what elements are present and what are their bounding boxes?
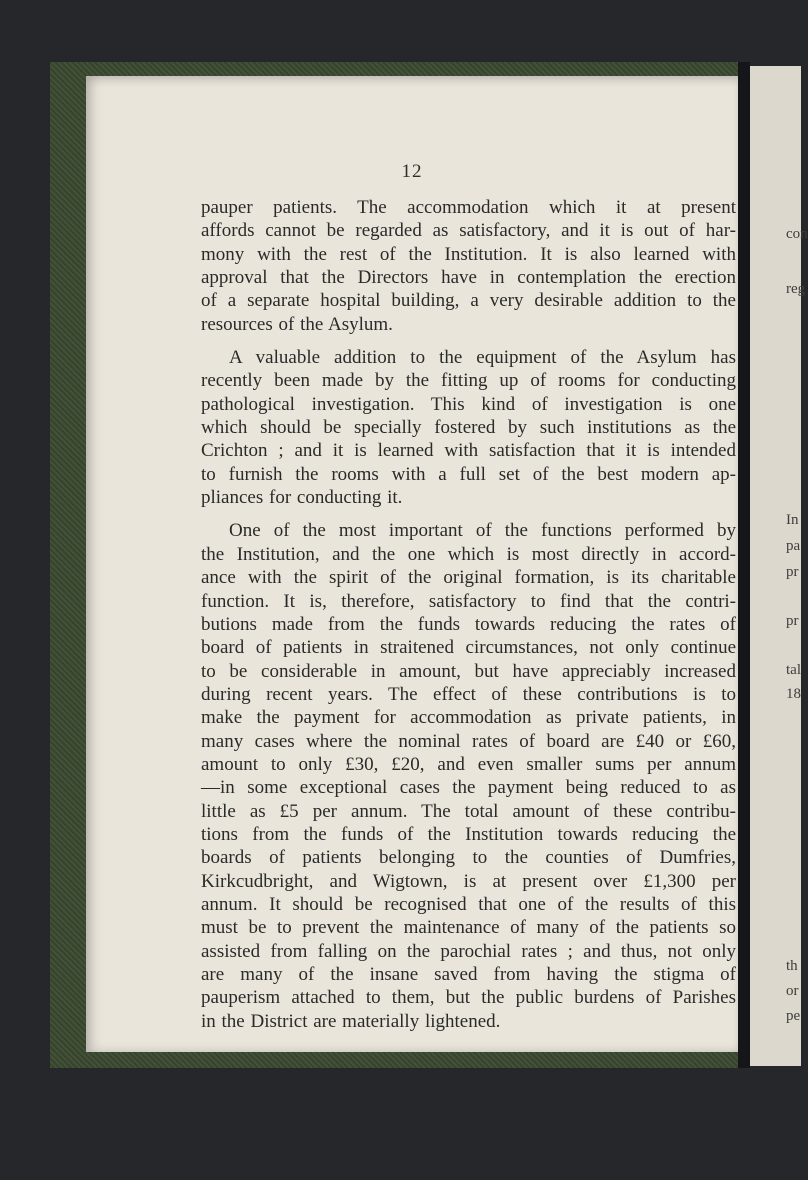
text-line: during recent years. The effect of these contributions is to — [201, 683, 736, 705]
next-page-fragment: reg — [786, 281, 806, 297]
text-line: Crichton ; and it is learned with satisfaction that it is intended — [201, 440, 736, 462]
text-line: —in some exceptional cases the payment being reduced to as — [201, 777, 736, 799]
text-line: amount to only £30, £20, and even smaller sums per annum — [201, 753, 736, 775]
next-page-fragment: or — [786, 983, 799, 999]
text-line: board of patients in straitened circumstances, not only continue — [201, 637, 736, 659]
next-page-fragment: In — [786, 512, 799, 528]
text-line: little as £5 per annum. The total amount of these contribu- — [201, 800, 736, 822]
text-line: assisted from falling on the parochial rates ; and thus, not only — [201, 940, 736, 962]
next-page-fragment: th — [786, 958, 798, 974]
text-line: the Institution, and the one which is most directly in accord- — [201, 543, 736, 565]
text-line: many cases where the nominal rates of board are £40 or £60, — [201, 730, 736, 752]
page-body — [201, 196, 736, 1043]
text-line: recently been made by the fitting up of rooms for conducting — [201, 370, 736, 392]
book-gutter — [738, 62, 750, 1068]
book-page — [86, 76, 738, 1052]
paragraph — [201, 519, 736, 1033]
text-line: ance with the spirit of the original formation, is its charitable — [201, 567, 736, 589]
text-line: to be considerable in amount, but have appreciably increased — [201, 660, 736, 682]
text-line: A valuable addition to the equipment of the Asylum has — [229, 347, 736, 369]
paragraph — [201, 196, 736, 336]
text-line: affords cannot be regarded as satisfactory, and it is out of har- — [201, 220, 736, 242]
text-line: pauperism attached to them, but the public burdens of Parishes — [201, 987, 736, 1009]
text-line: butions made from the funds towards reducing the rates of — [201, 613, 736, 635]
text-line: in the District are materially lightened. — [201, 1010, 501, 1032]
page-number: 12 — [401, 161, 423, 182]
next-page-edge — [750, 66, 808, 1066]
text-line: of a separate hospital building, a very desirable addition to the — [201, 290, 736, 312]
text-line: must be to prevent the maintenance of many of the patients so — [201, 917, 736, 939]
text-line: to furnish the rooms with a full set of the best modern ap- — [201, 463, 736, 485]
text-line: mony with the rest of the Institution. It is also learned with — [201, 243, 736, 265]
text-line: make the payment for accommodation as private patients, in — [201, 707, 736, 729]
next-page-fragment: 18 — [786, 686, 801, 702]
text-line: One of the most important of the functions performed by — [229, 520, 736, 542]
text-line: pliances for conducting it. — [201, 487, 403, 509]
text-line: function. It is, therefore, satisfactory to find that the contri- — [201, 590, 736, 612]
text-line: Kirkcudbright, and Wigtown, is at present over £1,300 per — [201, 870, 736, 892]
text-line: pauper patients. The accommodation which it at present — [201, 197, 736, 218]
text-line: approval that the Directors have in contemplation the erection — [201, 267, 736, 289]
next-page-fragment: pr — [786, 564, 799, 580]
text-line: annum. It should be recognised that one of the results of this — [201, 893, 736, 915]
text-line: resources of the Asylum. — [201, 313, 393, 335]
next-page-fragment: pa — [786, 538, 801, 554]
next-page-fragment: tal — [786, 662, 801, 678]
text-line: are many of the insane saved from having the stigma of — [201, 964, 736, 985]
paragraph — [201, 346, 736, 509]
text-line: tions from the funds of the Institution towards reducing the — [201, 823, 736, 845]
text-line: pathological investigation. This kind of investigation is one — [201, 393, 736, 415]
text-line: boards of patients belonging to the counties of Dumfries, — [201, 847, 736, 869]
next-page-fragment: pr — [786, 613, 799, 629]
text-line: which should be specially fostered by such institutions as the — [201, 417, 736, 439]
next-page-fragment: pe — [786, 1008, 801, 1024]
next-page-fragment: con — [786, 226, 808, 242]
